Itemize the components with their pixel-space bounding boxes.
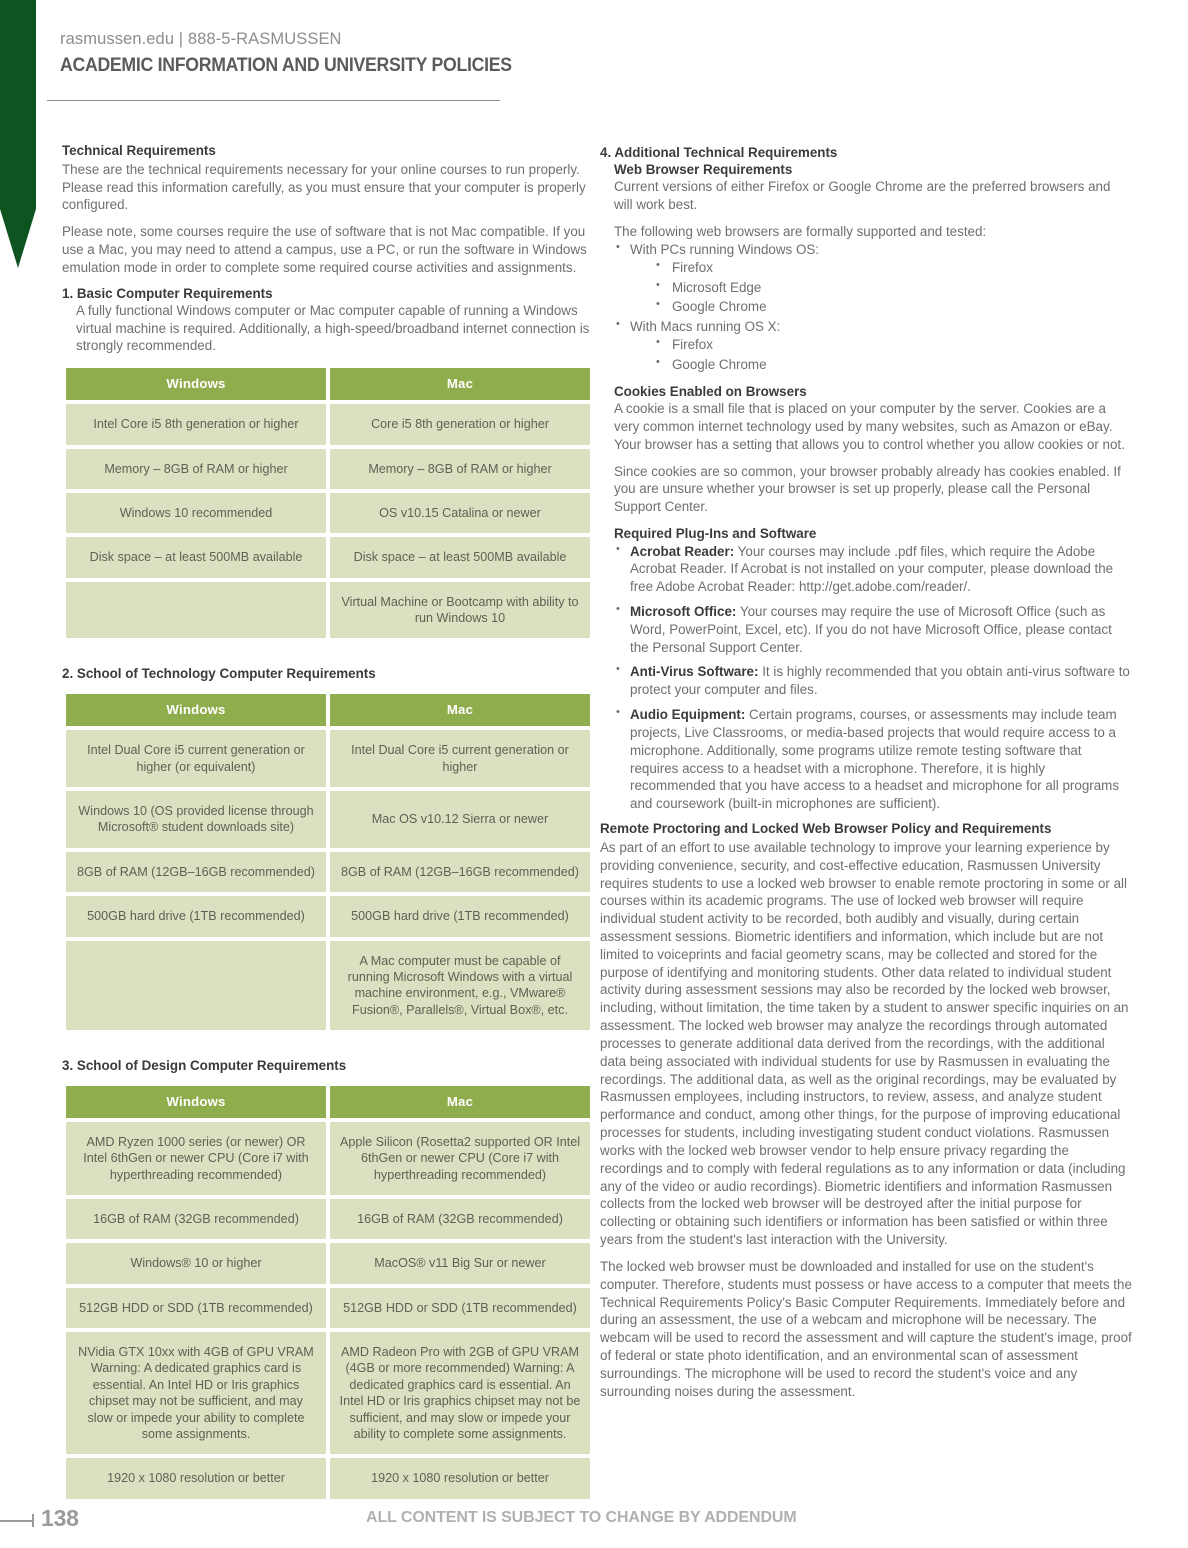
browser-group-label: With PCs running Windows OS: — [630, 241, 820, 257]
browser-sublist-mac — [650, 336, 1132, 374]
table-row — [66, 404, 590, 444]
left-column — [62, 143, 594, 1503]
web-browser-paragraph-1: Current versions of either Firefox or Google Chrome are the preferred browsers and will work best. — [614, 179, 1111, 213]
browser-support-list — [614, 241, 1132, 374]
footer-disclaimer: ALL CONTENT IS SUBJECT TO CHANGE BY ADDENDUM — [366, 1509, 797, 1526]
list-item: • Firefox — [650, 336, 1132, 354]
column-header-windows: Windows — [66, 694, 326, 726]
plugins-heading: Required Plug-Ins and Software — [614, 526, 817, 542]
table-cell: 16GB of RAM (32GB recommended) — [66, 1199, 326, 1239]
list-item: • Microsoft Edge — [650, 279, 1132, 297]
plugin-term: Acrobat Reader: — [630, 543, 735, 559]
table-cell: NVidia GTX 10xx with 4GB of GPU VRAM Warning: A dedicated graphics card is essential. An Intel HD or Iris graphics chipset may not be sufficient, and may slow or impede your ability to complete some assignments. — [66, 1332, 326, 1454]
remote-proctoring-paragraph-1: As part of an effort to use available technology to improve your learning experience by providing convenience, security, and cost-effective education, Rasmussen University requires students to use a locked web browser to enable remote proctoring in some or all courses within its academic programs. The use of locked web browser will require individual student activity to be recorded, both audibly and visually, during certain assessment sessions. Biometric identifiers and information, which include but are not limited to voiceprints and facial geometry scans, may be collected and stored for the purpose of identifying and monitoring students. Other data related to individual student activity during assessment sessions may also be recorded by the locked web browser, including, without limitation, the time taken by a student to answer specific inquiries on an assessment. The locked web browser may analyze the recordings through automated processes to generate additional data derived from the recordings, with the additional data being associated with individual students for use by Rasmussen in evaluating the recordings. The additional data, as well as the original recordings, may be evaluated by Rasmussen employees, including instructors, to review, assess, and analyze student performance and conduct, among other things, for the purpose of improving educational processes for students, including investigating student conduct violations. Rasmussen works with the locked web browser vendor to help ensure privacy regarding the recordings and to comply with federal regulations as to any information or data (including any of the video or audio recordings). Biometric identifiers and information Rasmussen collects from the locked web browser will be destroyed after the initial purpose for collecting or obtaining such identifiers or information has been satisfied or within three years from the student's last interaction with the University. — [600, 839, 1129, 1248]
table-cell: AMD Ryzen 1000 series (or newer) OR Intel 6thGen or newer CPU (Core i7 with hyperthreading recommended) — [66, 1122, 326, 1195]
table-row — [66, 1458, 590, 1498]
column-header-mac: Mac — [330, 368, 590, 400]
plugin-term: Audio Equipment: — [630, 707, 746, 723]
web-browser-requirements-block — [614, 161, 1132, 813]
table-cell: Apple Silicon (Rosetta2 supported OR Intel 6thGen or newer CPU (Core i7 with hyperthreading recommended) — [330, 1122, 590, 1195]
table-cell: 500GB hard drive (1TB recommended) — [330, 896, 590, 936]
list-item: • Firefox — [650, 259, 1132, 277]
footer-tick — [32, 1514, 34, 1527]
page-number: 138 — [41, 1505, 79, 1531]
table-cell: Windows® 10 or higher — [66, 1243, 326, 1283]
list-item — [614, 603, 1132, 656]
plugin-description: Your courses may require the use of Microsoft Office (such as Word, PowerPoint, Excel, etc). If you do not have Microsoft Office, please contact the Personal Support Center. — [630, 604, 1112, 655]
table-cell: Windows 10 (OS provided license through Microsoft® student downloads site) — [66, 791, 326, 848]
section-1-heading: 1. Basic Computer Requirements — [62, 285, 273, 301]
school-of-technology-requirements-table — [62, 690, 594, 1034]
table-cell: 16GB of RAM (32GB recommended) — [330, 1199, 590, 1239]
green-ribbon-decoration — [0, 0, 36, 268]
list-item: • Google Chrome — [650, 298, 1132, 316]
column-header-mac: Mac — [330, 1086, 590, 1118]
table-cell: A Mac computer must be capable of running Microsoft Windows with a virtual machine environment, e.g., VMware® Fusion®, Parallels®, Virtual Box®, etc. — [330, 941, 590, 1030]
column-header-windows: Windows — [66, 368, 326, 400]
plugin-description: Certain programs, courses, or assessments may include team projects, Live Classrooms, or media-based projects that would require access to a microphone. Additionally, some programs utilize remote testing software that requires access to a headset with a microphone. Therefore, it is highly recommended that you have access to a headset and microphone for all programs and coursework (built-in microphones are sufficient). — [630, 707, 1120, 812]
table-header-row — [66, 368, 590, 400]
basic-computer-requirements-table — [62, 364, 594, 642]
table-cell: Core i5 8th generation or higher — [330, 404, 590, 444]
table-cell: Memory – 8GB of RAM or higher — [66, 449, 326, 489]
browser-sublist-windows — [650, 259, 1132, 316]
table-header-row — [66, 1086, 590, 1118]
table-cell: 500GB hard drive (1TB recommended) — [66, 896, 326, 936]
cookies-paragraph-1: A cookie is a small file that is placed on your computer by the server. Cookies are a very common internet technology used by many websites, such as Amazon or eBay. Your browser has a setting that allows you to control whether you allow cookies or not. — [614, 401, 1125, 452]
technical-requirements-paragraph-1: These are the technical requirements necessary for your online courses to run properly. Please read this information carefully, as you must ensure that your computer is properly configured. — [62, 161, 586, 213]
table-cell: MacOS® v11 Big Sur or newer — [330, 1243, 590, 1283]
table-cell: Intel Dual Core i5 current generation or higher (or equivalent) — [66, 730, 326, 787]
table-row — [66, 493, 590, 533]
table-cell: AMD Radeon Pro with 2GB of GPU VRAM (4GB or more recommended) Warning: A dedicated graphics card is essential. An Intel HD or Iris graphics chipset may not be sufficient, and may slow or impede your ability to complete some assignments. — [330, 1332, 590, 1454]
list-item — [614, 706, 1132, 813]
school-of-design-requirements-table — [62, 1082, 594, 1503]
column-header-mac: Mac — [330, 694, 590, 726]
list-item — [614, 543, 1132, 596]
table-cell: Intel Core i5 8th generation or higher — [66, 404, 326, 444]
table-cell: 8GB of RAM (12GB–16GB recommended) — [66, 852, 326, 892]
remote-proctoring-heading: Remote Proctoring and Locked Web Browser Policy and Requirements — [600, 821, 1052, 837]
list-item — [614, 663, 1132, 699]
table-row — [66, 537, 590, 577]
table-cell-empty — [66, 582, 326, 639]
plugin-description: It is highly recommended that you obtain anti-virus software to protect your computer and files. — [630, 664, 1130, 698]
remote-proctoring-paragraph-2: The locked web browser must be downloaded and installed for use on the student's computer. Therefore, students must possess or have access to a computer that meets the Technical Requirements Policy's Basic Computer Requirements. Immediately before and during an assessment, the use of a webcam and microphone will be necessary. The webcam will be used to record the assessment and will capture the student's image, proof of federal or state photo identification, and an environmental scan of assessment surroundings. The microphone will be used to record the student's voice and any surrounding noises during the assessment. — [600, 1258, 1132, 1399]
web-browser-paragraph-2: The following web browsers are formally supported and tested: — [614, 224, 987, 240]
table-cell: 1920 x 1080 resolution or better — [330, 1458, 590, 1498]
required-plugins-list — [614, 543, 1132, 814]
table-row — [66, 582, 590, 639]
table-row — [66, 1288, 590, 1328]
technical-requirements-heading: Technical Requirements — [62, 143, 216, 158]
table-cell: 8GB of RAM (12GB–16GB recommended) — [330, 852, 590, 892]
table-row — [66, 941, 590, 1030]
table-cell: Mac OS v10.12 Sierra or newer — [330, 791, 590, 848]
table-cell: Intel Dual Core i5 current generation or higher — [330, 730, 590, 787]
section-3-heading: 3. School of Design Computer Requirements — [62, 1057, 347, 1073]
table-row — [66, 1199, 590, 1239]
plugin-term: Microsoft Office: — [630, 604, 737, 619]
table-cell: 512GB HDD or SDD (1TB recommended) — [66, 1288, 326, 1328]
section-4-heading: 4. Additional Technical Requirements — [600, 145, 838, 160]
section-1-body: A fully functional Windows computer or Mac computer capable of running a Windows virtual machine is required. Additionally, a high-speed/broadband internet connection is strongly recommended. — [76, 302, 590, 354]
table-cell: Memory – 8GB of RAM or higher — [330, 449, 590, 489]
table-row — [66, 449, 590, 489]
table-row — [66, 1332, 590, 1454]
section-2-heading: 2. School of Technology Computer Requirements — [62, 666, 376, 682]
page-header — [60, 30, 512, 77]
cookies-heading: Cookies Enabled on Browsers — [614, 383, 807, 399]
table-cell: Virtual Machine or Bootcamp with ability to run Windows 10 — [330, 582, 590, 639]
column-header-windows: Windows — [66, 1086, 326, 1118]
footer-rule — [0, 1520, 32, 1522]
list-item — [614, 241, 1132, 316]
site-contact-line: rasmussen.edu | 888-5-RASMUSSEN — [60, 30, 342, 48]
table-row — [66, 896, 590, 936]
page-title: ACADEMIC INFORMATION AND UNIVERSITY POLICIES — [60, 55, 512, 76]
technical-requirements-paragraph-2: Please note, some courses require the use of software that is not Mac compatible. If you use a Mac, you may need to attend a campus, use a PC, or run the software in Windows emulation mode in order to complete some required course activities and assignments. — [62, 224, 587, 275]
table-row — [66, 852, 590, 892]
table-cell: 512GB HDD or SDD (1TB recommended) — [330, 1288, 590, 1328]
table-cell: Windows 10 recommended — [66, 493, 326, 533]
table-row — [66, 1243, 590, 1283]
table-header-row — [66, 694, 590, 726]
header-divider — [47, 100, 500, 101]
table-row — [66, 1122, 590, 1195]
table-cell-empty — [66, 941, 326, 1030]
table-cell: OS v10.15 Catalina or newer — [330, 493, 590, 533]
list-item: • Google Chrome — [650, 356, 1132, 374]
plugin-description: Your courses may include .pdf files, which require the Adobe Acrobat Reader. If Acrobat is not installed on your computer, please download the free Adobe Acrobat Reader: http://get.adobe.com/reader/. — [630, 543, 1114, 595]
plugin-term: Anti-Virus Software: — [630, 664, 759, 680]
table-cell: Disk space – at least 500MB available — [66, 537, 326, 577]
right-column — [600, 143, 1132, 1410]
table-row — [66, 791, 590, 848]
web-browser-requirements-heading: Web Browser Requirements — [614, 162, 793, 177]
table-cell: Disk space – at least 500MB available — [330, 537, 590, 577]
cookies-paragraph-2: Since cookies are so common, your browser probably already has cookies enabled. If you are unsure whether your browser is set up properly, please call the Personal Support Center. — [614, 463, 1121, 515]
table-row — [66, 730, 590, 787]
list-item — [614, 318, 1132, 373]
browser-group-label: With Macs running OS X: — [630, 319, 781, 335]
table-cell: 1920 x 1080 resolution or better — [66, 1458, 326, 1498]
